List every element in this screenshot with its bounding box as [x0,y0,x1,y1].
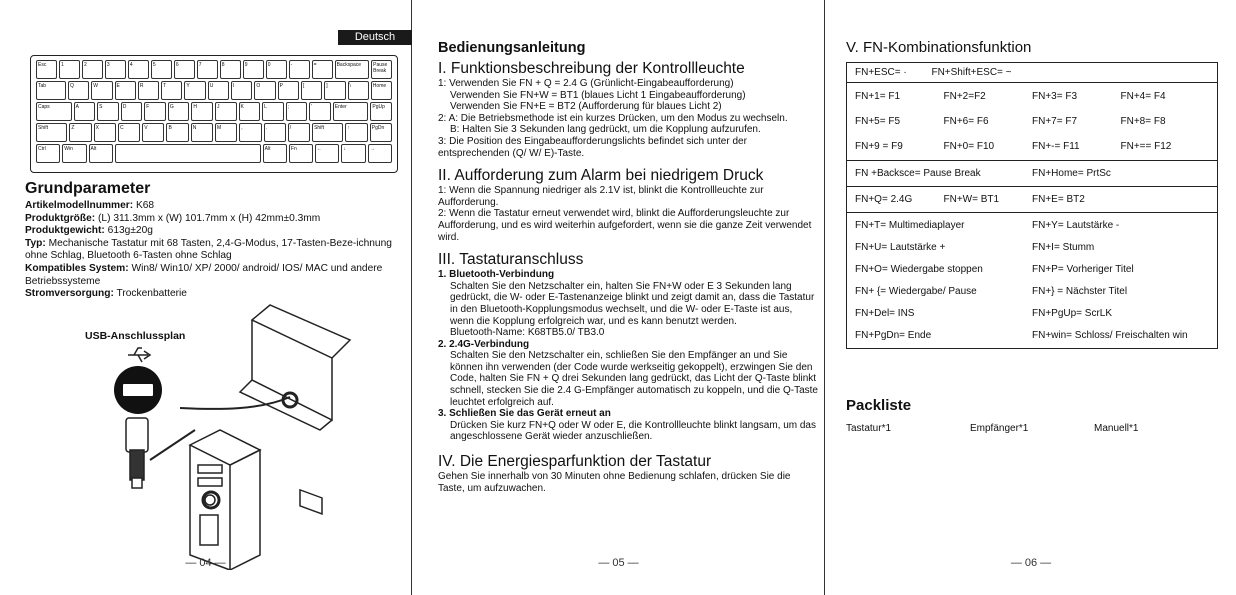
page-06 [826,0,1236,595]
s3-text: Schalten Sie den Netzschalter ein, schließen Sie den Empfänger an und Sie können ihn verwenden (der Code wurde werkseitig gekoppelt), erzwingen Sie den Code, halten Sie FN + Q drei Sekunden lang gedrückt, das Licht der Q-Taste blinkt schnell, stecken Sie die 2.4 G-Empfänger automatisch zu koppeln, und die Q-Taste leuchtet erfolgreich auf. [450,350,818,408]
keyboard-key: [ [301,81,322,100]
keyboard-key: ' [309,102,331,121]
keyboard-key: Tab [36,81,66,100]
s2-line: 1: Wenn die Spannung niedriger als 2.1V ist, blinkt die Kontrollleuchte zur Aufforderung. [438,185,764,208]
keyboard-key: J [215,102,237,121]
s1-line: B: Halten Sie 3 Sekunden lang gedrückt, um die Kopplung aufzurufen. [450,124,761,136]
s3-text: Drücken Sie kurz FN+Q oder W oder E, die Kontrollleuchte blinkt langsam, um das angeschlossene Gerät wieder anzuschließen. [450,419,816,443]
s3-subtitle: 1. Bluetooth-Verbindung [438,269,555,281]
keyboard-key: ; [286,102,308,121]
keyboard-key: 5 [151,60,172,79]
keyboard-row [36,60,392,79]
section-3-title: III. Tastaturanschluss [438,251,584,269]
s1-line: 2: A: Die Betriebsmethode ist ein kurzes Drücken, um den Modus zu wechseln. [438,112,788,124]
section-2-title: II. Aufforderung zum Alarm bei niedrigem Druck [438,167,764,185]
fn-cell: FN+ESC= · [855,67,907,78]
fn-number-grid [847,83,1217,161]
keyboard-key: Shift [36,123,67,142]
s1-line: 1: Verwenden Sie FN + Q = 2.4 G (Grünlicht-Eingabeaufforderung) [438,78,734,89]
keyboard-key: Backspace [335,60,370,79]
fn-cell: FN+Home= PrtSc [1032,168,1111,179]
parameter-line [25,225,395,238]
keyboard-key: Home [371,81,392,100]
keyboard-key: 9 [243,60,264,79]
keyboard-key: Z [69,123,91,142]
keyboard-key: V [142,123,164,142]
fn-cell: FN+Shift+ESC= ~ [931,67,1012,78]
s1-line: Verwenden Sie FN+E = BT2 (Aufforderung für blaues Licht 2) [450,101,722,113]
keyboard-key: I [231,81,252,100]
usb-icon [114,348,162,414]
fn-mode-row [847,187,1217,213]
pc-tower-icon [190,430,260,570]
language-tab: Deutsch [338,30,412,45]
keyboard-key: = [312,60,333,79]
s2-line: 2: Wenn die Tastatur erneut verwendet wird, blinkt die Aufforderungsleuchte zur Aufforderung, und es wird weiterhin aufgefordert, wenn sie die ganze Zeit verwendet wird. [438,208,812,243]
keyboard-key: P [278,81,299,100]
parameter-value: Mechanische Tastatur mit 68 Tasten, 2,4-G-Modus, 17-Tasten-Beze-ichnung ohne Schlag, Bluetooth 6-Tasten ohne Schlag [25,237,392,262]
fn-esc-row [847,63,1217,83]
keyboard-key: H [191,102,213,121]
keyboard-key: → [368,144,392,163]
keyboard-key: R [138,81,159,100]
manual-title: Bedienungsanleitung [438,40,586,56]
fn-cell: FN+win= Schloss/ Freischalten win [1032,330,1188,341]
fn-combination-table [846,62,1218,349]
parameter-value: (L) 311.3mm x (W) 101.7mm x (H) 42mm±0.3mm [98,212,321,224]
keyboard-key: S [97,102,119,121]
keyboard-key: , [239,123,261,142]
keyboard-key: 8 [220,60,241,79]
fn-media-grid [847,213,1217,348]
fn-cell: FN+E= BT2 [1032,194,1085,205]
keyboard-key: Enter [333,102,369,121]
parameter-label: Stromversorgung: [25,288,114,300]
bluetooth-name: Bluetooth-Name: K68TB5.0/ TB3.0 [450,327,605,339]
fn-cell: FN+6= F6 [943,116,989,127]
packing-list-title: Packliste [846,397,912,414]
s3-subtitle: 2. 2.4G-Verbindung [438,338,530,350]
keyboard-key: Q [68,81,89,100]
parameter-label: Produktgewicht: [25,225,105,237]
keyboard-key: G [168,102,190,121]
keyboard-key: C [118,123,140,142]
fn-cell: FN+3= F3 [1032,91,1078,102]
parameter-line [25,288,395,301]
usb-plan-title: USB-Anschlussplan [85,330,186,342]
parameter-value: 613g±20g [107,225,153,237]
fn-cell: FN +Backsce= Pause Break [855,168,981,179]
grundparameter-title: Grundparameter [25,180,151,197]
page-number: — 04 — [185,557,226,569]
keyboard-key: Win [62,144,86,163]
fn-cell: FN+8= F8 [1120,116,1166,127]
fn-cell: FN+9 = F9 [855,141,903,152]
s3-subtitle: 3. Schließen Sie das Gerät erneut an [438,408,611,420]
usb-receiver-icon [126,418,148,488]
fn-cell: FN+Q= 2.4G [855,194,913,205]
keyboard-key: \ [348,81,369,100]
parameter-line [25,238,395,263]
keyboard-key: L [262,102,284,121]
packing-list [846,423,1218,434]
fn-cell: FN+Del= INS [855,308,915,319]
page-number: — 05 — [598,557,639,569]
keyboard-key: F [144,102,166,121]
pack-item: Manuell*1 [1094,423,1139,434]
keyboard-key: T [161,81,182,100]
keyboard-key: M [215,123,237,142]
keyboard-row [36,102,392,121]
keyboard-key: 1 [59,60,80,79]
keyboard-key: ↑ [345,123,367,142]
keyboard-key: 7 [197,60,218,79]
keyboard-key: PgUp [370,102,392,121]
laptop-icon [240,305,350,514]
fn-cell: FN+U= Lautstärke + [855,242,946,253]
keyboard-key: - [289,60,310,79]
keyboard-key: Shift [312,123,343,142]
s4-text: Gehen Sie innerhalb von 30 Minuten ohne Bedienung schlafen, drücken Sie die Taste, um aufzuwachen. [438,471,791,494]
parameter-value: Win8/ Win10/ XP/ 2000/ android/ IOS/ MAC und andere Betriebssysteme [25,262,383,287]
keyboard-key: / [288,123,310,142]
keyboard-key: B [166,123,188,142]
keyboard-key: U [208,81,229,100]
fn-section-title: V. FN-Kombinationsfunktion [846,39,1032,56]
keyboard-key: Esc [36,60,57,79]
keyboard-key: X [94,123,116,142]
fn-cell: FN+} = Nächster Titel [1032,286,1128,297]
keyboard-key: A [74,102,96,121]
parameter-label: Typ: [25,237,46,249]
parameter-label: Produktgröße: [25,212,96,224]
page-05 [413,0,825,595]
keyboard-key: K [239,102,261,121]
s3-text: Schalten Sie den Netzschalter ein, halten Sie FN+W oder E 3 Sekunden lang gedrückt, die W- oder E-Tastenanzeige blinkt und zeigt damit an, dass die Tastatur in den Bluetooth-Kopplungsmodus wechselt, und die W- oder E-Taste ist aus, wenn die Kopplung erfolgreich war, und es kann benutzt werden. [450,280,815,327]
section-4-title: IV. Die Energiesparfunktion der Tastatur [438,453,712,471]
keyboard-key: 6 [174,60,195,79]
fn-cell: FN+Y= Lautstärke - [1032,220,1120,231]
fn-cell: FN+5= F5 [855,116,901,127]
fn-cell: FN+0= F10 [943,141,995,152]
keyboard-key: Ctrl [36,144,60,163]
keyboard-key: Alt [263,144,287,163]
fn-cell: FN+I= Stumm [1032,242,1095,253]
keyboard-key: 3 [105,60,126,79]
parameter-line [25,200,395,213]
s1-line: Verwenden Sie FN+W = BT1 (blaues Licht 1 Eingabeaufforderung) [450,89,746,101]
keyboard-key [115,144,261,163]
keyboard-key: Fn [289,144,313,163]
fn-cell: FN+PgUp= ScrLK [1032,308,1113,319]
pack-item: Tastatur*1 [846,423,892,434]
manual-body [438,60,818,494]
keyboard-diagram [30,55,398,173]
fn-cell: FN+4= F4 [1120,91,1166,102]
keyboard-row [36,144,392,163]
keyboard-key: Pause Break [371,60,392,79]
fn-cell: FN+2=F2 [943,91,986,102]
keyboard-row [36,123,392,142]
parameter-value: Trockenbatterie [116,288,187,300]
parameter-line [25,213,395,226]
fn-cell: FN+7= F7 [1032,116,1078,127]
keyboard-key: N [191,123,213,142]
usb-connection-illustration [20,300,400,570]
s1-line: 3: Die Position des Eingabeaufforderungslichts befindet sich unter der entsprechenden (Q/ W/ E)-Taste. [438,135,747,159]
keyboard-key: E [115,81,136,100]
keyboard-key: PgDn [370,123,392,142]
parameter-value: K68 [135,200,155,211]
parameter-list [25,200,395,301]
keyboard-key: . [264,123,286,142]
keyboard-key: D [121,102,143,121]
fn-cell: FN+== F12 [1120,141,1172,152]
fn-cell: FN+T= Multimediaplayer [855,220,965,231]
keyboard-key: O [254,81,275,100]
page-number: — 06 — [1010,557,1052,569]
pack-item: Empfänger*1 [970,423,1029,434]
page-04 [0,0,412,595]
parameter-label: Kompatibles System: [25,262,129,274]
fn-cell: FN+1= F1 [855,91,901,102]
keyboard-key: Alt [89,144,113,163]
fn-cell: FN+-= F11 [1032,141,1080,152]
fn-cell: FN+ {= Wiedergabe/ Pause [855,286,977,297]
keyboard-key: 4 [128,60,149,79]
keyboard-key: ↓ [341,144,365,163]
fn-cell: FN+W= BT1 [943,194,1000,205]
section-1-title: I. Funktionsbeschreibung der Kontrollleuchte [438,60,745,77]
parameter-line [25,263,395,288]
keyboard-key: 2 [82,60,103,79]
keyboard-key: 0 [266,60,287,79]
fn-cell: FN+P= Vorheriger Titel [1032,264,1134,275]
keyboard-key: ] [324,81,345,100]
fn-cell: FN+PgDn= Ende [855,330,932,341]
keyboard-row [36,81,392,100]
keyboard-key: W [91,81,112,100]
keyboard-key: Caps [36,102,72,121]
parameter-label: Artikelmodellnummer: [25,200,134,211]
keyboard-key: ← [315,144,339,163]
keyboard-key: Y [184,81,205,100]
fn-cell: FN+O= Wiedergabe stoppen [855,264,983,275]
fn-backspace-row [847,161,1217,187]
